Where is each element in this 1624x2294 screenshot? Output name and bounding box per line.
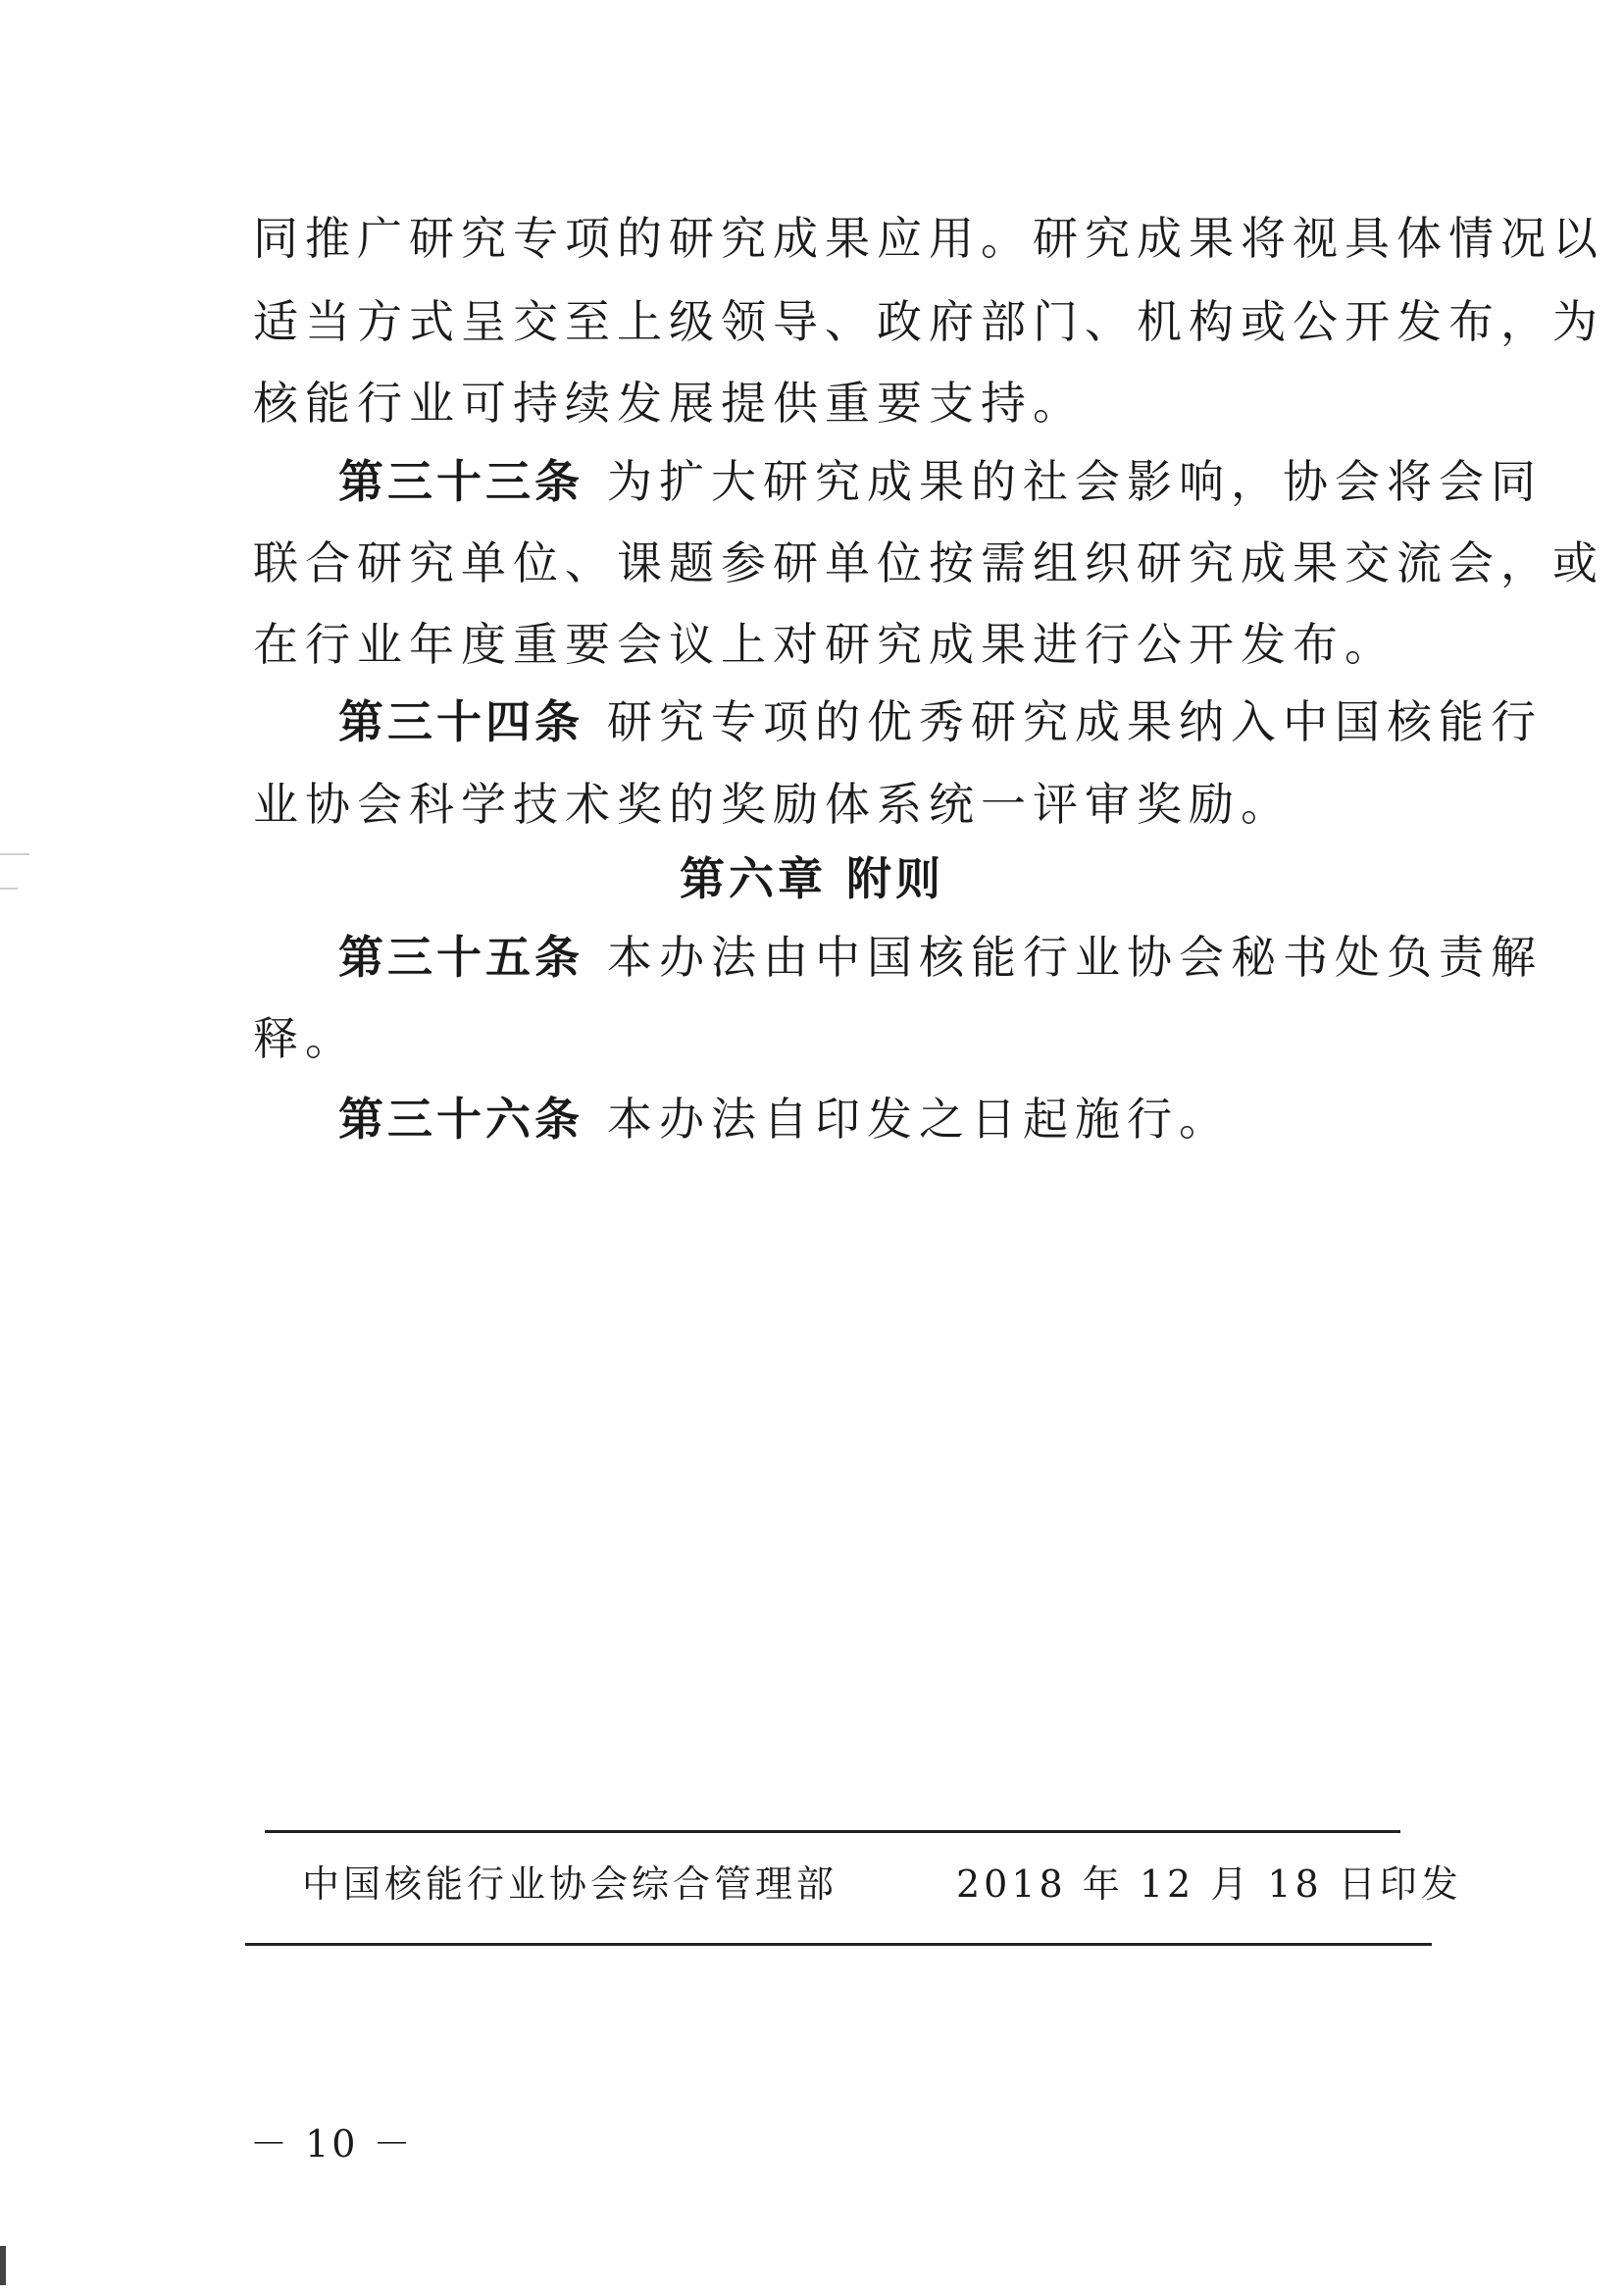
chapter-heading: 第六章 附则 xyxy=(679,852,944,905)
article-36-label: 第三十六条 xyxy=(338,1093,584,1146)
article-35 xyxy=(338,931,1543,984)
article-35-label: 第三十五条 xyxy=(338,931,584,984)
article-34-label: 第三十四条 xyxy=(338,695,584,748)
paragraph-line: 同推广研究专项的研究成果应用。研究成果将视具体情况以 xyxy=(253,212,1604,265)
article-34-text: 研究专项的优秀研究成果纳入中国核能行 xyxy=(607,695,1543,748)
footer-issuer: 中国核能行业协会综合管理部 xyxy=(302,1862,838,1906)
paragraph-line: 适当方式呈交至上级领导、政府部门、机构或公开发布，为 xyxy=(253,295,1604,348)
page-number: － 10 － xyxy=(250,2122,414,2166)
article-36-text: 本办法自印发之日起施行。 xyxy=(607,1093,1231,1146)
article-33-text: 为扩大研究成果的社会影响，协会将会同 xyxy=(607,455,1543,508)
scan-mark xyxy=(0,2246,6,2285)
paragraph-line: 在行业年度重要会议上对研究成果进行公开发布。 xyxy=(253,618,1396,671)
paragraph-line: 业协会科学技术奖的奖励体系统一评审奖励。 xyxy=(253,778,1293,831)
footer-top-rule xyxy=(265,1830,1400,1833)
footer-bottom-rule xyxy=(245,1943,1432,1946)
paragraph-line: 联合研究单位、课题参研单位按需组织研究成果交流会，或 xyxy=(253,536,1604,589)
scan-mark xyxy=(0,853,29,855)
article-35-text: 本办法由中国核能行业协会秘书处负责解 xyxy=(607,931,1543,984)
scan-mark xyxy=(0,888,18,890)
article-33-label: 第三十三条 xyxy=(338,455,584,508)
article-36 xyxy=(338,1093,1476,1146)
article-33 xyxy=(338,455,1543,508)
paragraph-line: 释。 xyxy=(253,1012,357,1065)
article-34 xyxy=(338,695,1543,748)
paragraph-line: 核能行业可持续发展提供重要支持。 xyxy=(253,377,1085,430)
footer-date: 2018 年 12 月 18 日印发 xyxy=(956,1862,1462,1906)
